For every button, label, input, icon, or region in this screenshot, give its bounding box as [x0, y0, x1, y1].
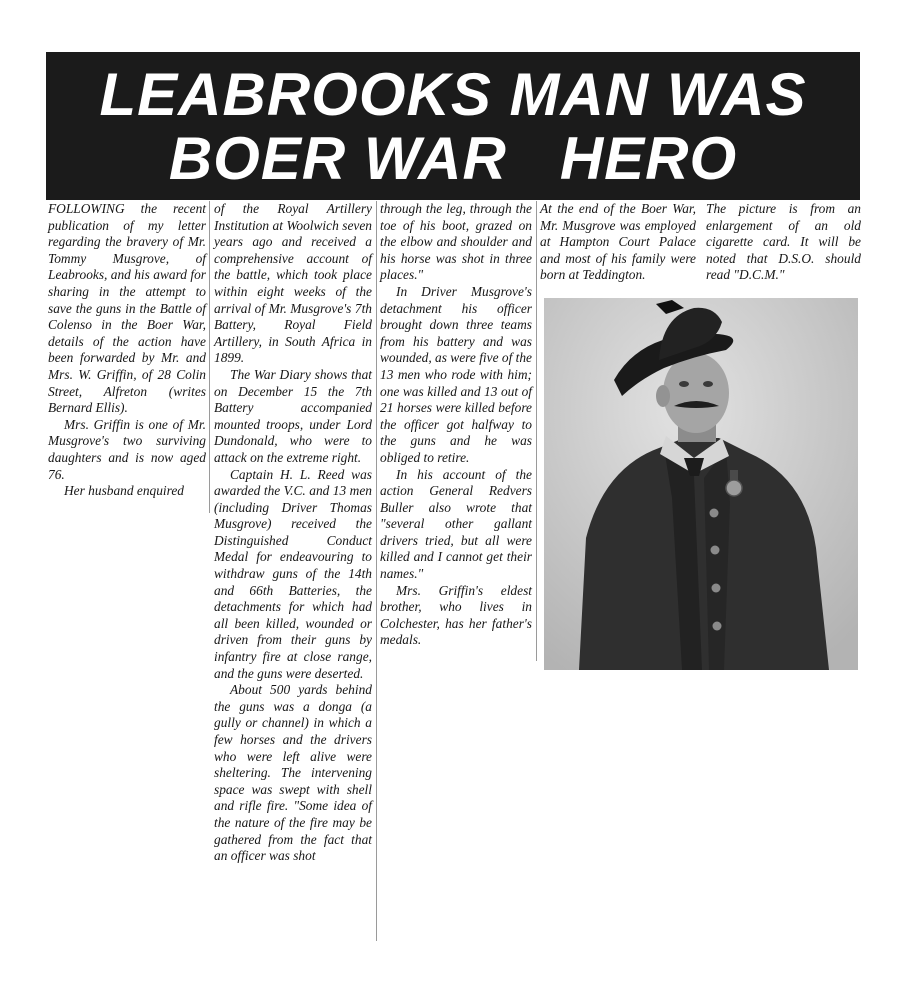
paragraph: Mrs. Griffin's eldest brother, who lives in Colchester, has her father's medals.	[380, 582, 532, 648]
paragraph: of the Royal Artillery Institution at Woolwich seven years ago and received a comprehensive account of the battle, which took place within eight weeks of the arrival of Mr. Musgrove's 7th Battery, Royal Field Artillery, in South Africa in 1899.	[214, 201, 372, 366]
paragraph: The War Diary shows that on December 15 the 7th Battery accompanied mounted troops, under Lord Dundonald, who were to attack on the extreme right.	[214, 366, 372, 465]
article-column-4	[540, 201, 696, 284]
headline	[46, 52, 860, 200]
paragraph: At the end of the Boer War, Mr. Musgrove was employed at Hampton Court Palace and most of his family were born at Teddington.	[540, 201, 696, 283]
article-column-3	[380, 201, 532, 649]
paragraph: About 500 yards behind the guns was a donga (a gully or channel) in which a few horses and the drivers who were left alive were sheltering. The intervening space was swept with shell and rifle fire. "Some idea of the nature of the fire may be gathered from the fact that an officer was shot	[214, 682, 372, 864]
column-rule	[376, 201, 377, 941]
paragraph: through the leg, through the toe of his boot, grazed on the elbow and shoulder and his horse was shot in three places."	[380, 201, 532, 283]
portrait-photo	[544, 298, 858, 670]
paragraph: Captain H. L. Reed was awarded the V.C. and 13 men (including Driver Thomas Musgrove) received the Distinguished Conduct Medal for endeavouring to withdraw guns of the 14th and 66th Batteries, the detachments for which had all been killed, wounded or driven from their guns by infantry fire at close range, and the guns were deserted.	[214, 466, 372, 681]
paragraph: Mrs. Griffin is one of Mr. Musgrove's two surviving daughters and is now aged 76.	[48, 416, 206, 482]
paragraph: In his account of the action General Redvers Buller also wrote that "several other gallant drivers tried, but all were killed and I cannot get their names."	[380, 466, 532, 582]
headline-line-1: LEABROOKS MAN WAS	[99, 61, 807, 128]
column-rule	[209, 201, 210, 513]
paragraph: In Driver Musgrove's detachment his officer brought down three teams from his battery and was wounded, as were five of the 13 men who rode with him; one was killed and 13 out of 21 horses were killed before the officer got halfway to the guns and he was obliged to retire.	[380, 283, 532, 465]
column-rule	[536, 201, 537, 661]
article-column-5	[706, 201, 861, 284]
paragraph: The picture is from an enlargement of an old cigarette card. It will be noted that D.S.O. should read "D.C.M."	[706, 201, 861, 283]
headline-line-2: BOER WAR HERO	[168, 125, 738, 192]
article-column-2	[214, 201, 372, 865]
paragraph: FOLLOWING the recent publication of my letter regarding the bravery of Mr. Tommy Musgrove, of Leabrooks, and his award for sharing in the attempt to save the guns in the Battle of Colenso in the Boer War, details of the action have been forwarded by Mr. and Mrs. W. Griffin, of 28 Colin Street, Alfreton (writes Bernard Ellis).	[48, 201, 206, 416]
paragraph: Her husband enquired	[64, 483, 185, 499]
article-column-1	[48, 201, 206, 500]
